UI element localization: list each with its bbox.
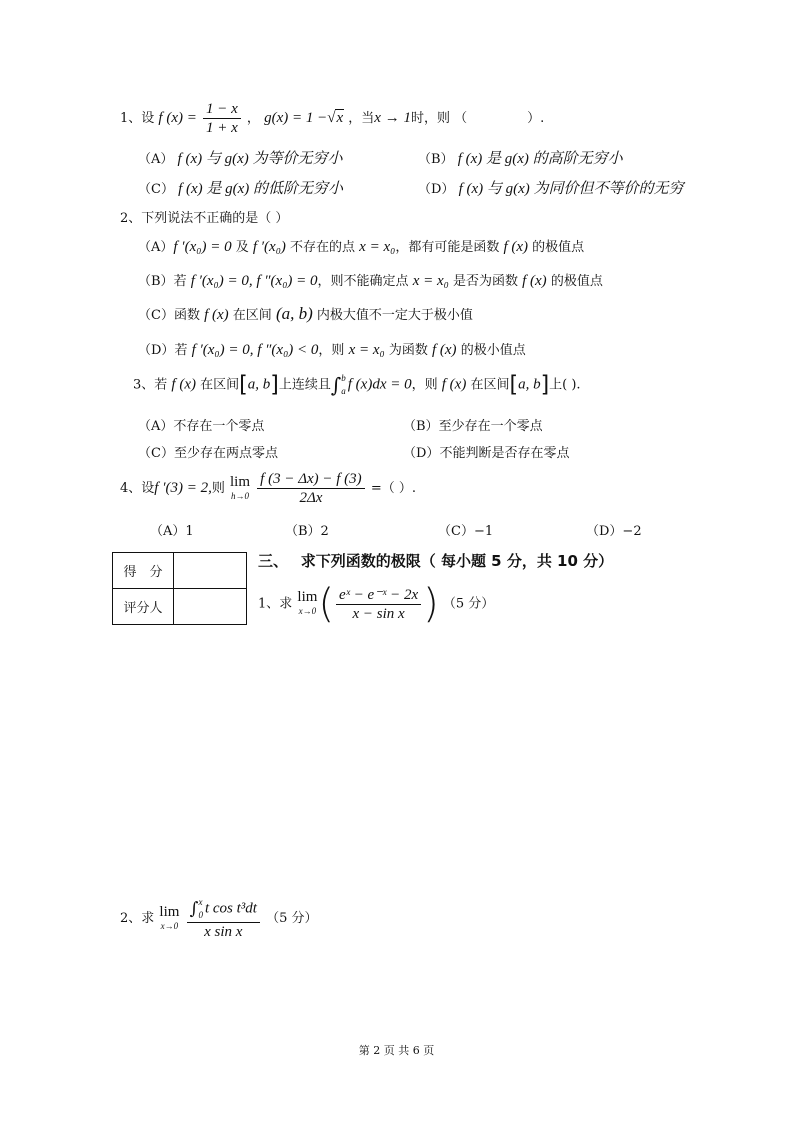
q3-int-upper: b <box>341 373 346 383</box>
q4-fraction-num: f (3 − Δx) − f (3) <box>257 470 365 489</box>
integral-icon: ∫ <box>189 899 199 919</box>
q1-option-b-label: （B） <box>418 152 454 167</box>
q1-sqrt <box>335 110 344 127</box>
q4-fraction-den: 2Δx <box>299 490 323 506</box>
q2-b-m1: f ′(x₀) = 0, f ″(x₀) = 0 <box>190 273 318 289</box>
q2-b-t0: 若 <box>173 274 191 289</box>
p1-limit <box>297 590 317 618</box>
left-bracket-icon: [ <box>239 372 248 398</box>
q3-option-b <box>403 415 543 434</box>
page-footer: 第 2 页 共 6 页 <box>358 1044 435 1057</box>
q1-fraction-den: 1 + x <box>206 120 238 136</box>
q3-t4: 在区间 <box>466 377 510 393</box>
q1-option-d-text: f (x) 与 g(x) 为同价但不等价的无穷 <box>458 181 684 197</box>
p2-points: （5 分） <box>266 911 318 926</box>
q2-option-b-label: （B） <box>138 274 174 289</box>
q4-option-b: （B）2 <box>285 524 329 539</box>
p2-fraction-num <box>187 896 260 923</box>
q2-c-t0: 函数 <box>173 308 205 323</box>
p2-lim: lim <box>159 903 180 920</box>
p1-t0: 1、求 <box>258 596 293 612</box>
q1-sep: ， <box>246 111 260 126</box>
left-bracket-icon: [ <box>509 372 519 398</box>
problem-2 <box>120 896 317 941</box>
q1-option-d <box>418 177 684 198</box>
q3-t5: 上( ). <box>549 377 581 393</box>
q3-option-c-label: （C） <box>138 446 174 461</box>
grader-label: 评分人 <box>113 589 174 625</box>
p1-fraction <box>336 586 421 623</box>
q2-option-a-label: （A） <box>138 240 174 255</box>
left-paren-icon: ( <box>318 581 335 627</box>
q2-a-t4: 的极值点 <box>528 240 585 255</box>
q2-d-t1: ，则 <box>318 343 349 358</box>
p1-fraction-num: eˣ − e⁻ˣ − 2x <box>336 586 421 605</box>
q1-g-def: g(x) = 1 − <box>264 110 328 126</box>
integral-icon: ∫ <box>330 373 342 397</box>
q3-t1: 在区间 <box>195 377 240 393</box>
question-4-stem <box>120 470 416 507</box>
q1-option-a-label: （A） <box>138 152 174 167</box>
q2-a-t1: 及 <box>231 240 253 255</box>
sqrt-icon: √ <box>327 110 336 126</box>
question-1-stem <box>120 100 544 137</box>
q2-b-m3: f (x) <box>522 273 547 289</box>
q3-integral-limits <box>341 372 346 398</box>
q3-t2: 上连续且 <box>278 377 331 393</box>
q1-option-d-label: （D） <box>418 182 455 197</box>
q3-option-c <box>138 442 278 461</box>
q2-a-m4: f (x) <box>503 239 529 255</box>
q1-sqrt-x: x <box>336 110 344 126</box>
q3-option-d <box>403 442 569 461</box>
q3-t0: 3、若 <box>133 377 172 393</box>
q4-lim: lim <box>230 473 251 490</box>
q3-t3: ，则 <box>411 377 442 393</box>
q3-option-a <box>138 415 264 434</box>
q1-option-a <box>138 147 343 168</box>
p2-int-upper: x <box>198 897 203 907</box>
q4-t2: =（ ）. <box>370 481 416 496</box>
q1-fraction <box>203 100 241 137</box>
p1-fraction-den: x − sin x <box>352 605 405 622</box>
p1-lim-sub: x→0 <box>298 606 317 616</box>
q3-int-lower: a <box>341 386 346 396</box>
q1-cond-pre: ，当 <box>348 111 375 126</box>
q1-option-b <box>418 147 623 168</box>
q3-m2: a, b <box>247 376 271 393</box>
q3-m5: a, b <box>518 376 541 393</box>
q2-d-t2: 为函数 <box>384 343 432 358</box>
q2-d-t3: 的极小值点 <box>456 343 526 358</box>
score-box[interactable] <box>174 553 247 589</box>
q1-option-c-text: f (x) 是 g(x) 的低阶无穷小 <box>178 181 344 197</box>
q2-a-m1: f ′(x₀) = 0 <box>173 239 232 255</box>
q2-b-m2: x = x₀ <box>412 273 449 289</box>
section-3-title: 三、 求下列函数的极限（ 每小题 5 分，共 10 分） <box>258 552 614 570</box>
p1-lim: lim <box>297 589 318 605</box>
q2-a-m3: x = x₀ <box>359 239 396 255</box>
p2-fraction-den: x sin x <box>204 924 243 940</box>
q2-a-t3: ，都有可能是函数 <box>395 240 504 255</box>
q2-d-t0: 若 <box>174 343 192 358</box>
right-bracket-icon: ] <box>540 372 550 398</box>
q2-b-t1: ，则不能确定点 <box>317 274 413 289</box>
q2-option-a <box>138 236 584 256</box>
q4-t0: 4、设 <box>120 481 155 496</box>
q2-option-c <box>138 304 473 324</box>
q4-lim-sub: h→0 <box>231 490 249 501</box>
p2-integrand: t cos t³dt <box>204 900 257 917</box>
q4-t1: 则 <box>211 481 225 496</box>
question-3-stem <box>133 372 581 398</box>
q2-a-t2: 不存在的点 <box>285 240 360 255</box>
p2-int-lower: 0 <box>198 910 203 920</box>
question-2-stem: 2、下列说法不正确的是（ ） <box>120 211 289 226</box>
right-bracket-icon: ] <box>270 372 279 398</box>
q1-cond-post: 时，则 （ <box>410 111 468 126</box>
p2-integral-limits <box>198 896 203 922</box>
p2-fraction <box>187 896 260 941</box>
q2-d-m2: x = x₀ <box>348 342 385 358</box>
q2-d-m1: f ′(x₀) = 0, f ″(x₀) < 0 <box>191 342 319 358</box>
q4-option-c: （C）−1 <box>438 524 494 539</box>
q1-option-c-label: （C） <box>138 182 174 197</box>
q3-option-b-text: 至少存在一个零点 <box>438 419 543 434</box>
q3-m3: f (x)dx = 0 <box>347 376 412 393</box>
q2-d-m3: f (x) <box>431 342 457 358</box>
p2-lim-sub: x→0 <box>160 920 179 931</box>
q2-c-m1: f (x) <box>204 307 229 323</box>
q1-number: 1、设 <box>120 111 155 126</box>
q2-b-t2: 是否为函数 <box>448 274 523 289</box>
q1-close: ）. <box>527 111 545 126</box>
q4-m1: f ′(3) = 2, <box>154 480 212 496</box>
q1-option-b-text: f (x) 是 g(x) 的高阶无穷小 <box>457 151 623 167</box>
q2-option-c-label: （C） <box>138 308 174 323</box>
q4-fraction <box>257 470 365 507</box>
q3-option-a-label: （A） <box>138 419 174 434</box>
q1-option-c <box>138 177 343 198</box>
right-paren-icon: ) <box>423 581 439 627</box>
q3-option-a-text: 不存在一个零点 <box>173 419 265 434</box>
q3-option-b-label: （B） <box>403 419 439 434</box>
q4-option-d: （D）−2 <box>586 524 642 539</box>
score-label: 得 分 <box>113 553 174 589</box>
q2-c-t1: 在区间 <box>228 308 276 323</box>
q3-option-c-text: 至少存在两点零点 <box>173 446 278 461</box>
q4-option-a: （A）1 <box>150 524 194 539</box>
q3-m4: f (x) <box>441 376 467 393</box>
q1-cond: x → 1 <box>374 110 411 126</box>
q1-option-a-text: f (x) 与 g(x) 为等价无穷小 <box>177 151 343 167</box>
q1-f-def: f (x) = <box>158 110 197 126</box>
q2-c-m2: (a, b) <box>275 304 313 323</box>
q2-c-t2: 内极大值不一定大于极小值 <box>312 308 473 323</box>
q2-option-d-label: （D） <box>138 343 175 358</box>
q2-a-m2: f ′(x₀) <box>252 239 286 255</box>
problem-1 <box>258 581 495 627</box>
q1-fraction-num: 1 − x <box>203 100 241 119</box>
q4-limit <box>230 475 250 503</box>
p1-points: （5 分） <box>442 596 495 612</box>
q2-option-d <box>138 339 526 359</box>
q2-option-b <box>138 270 603 290</box>
score-table <box>112 552 247 625</box>
p2-t0: 2、求 <box>120 911 155 926</box>
q3-option-d-text: 不能判断是否存在零点 <box>439 446 570 461</box>
q3-m1: f (x) <box>171 376 196 393</box>
q3-option-d-label: （D） <box>403 446 440 461</box>
p2-limit <box>159 905 179 933</box>
grader-box[interactable] <box>174 589 247 625</box>
q2-b-t3: 的极值点 <box>546 274 603 289</box>
